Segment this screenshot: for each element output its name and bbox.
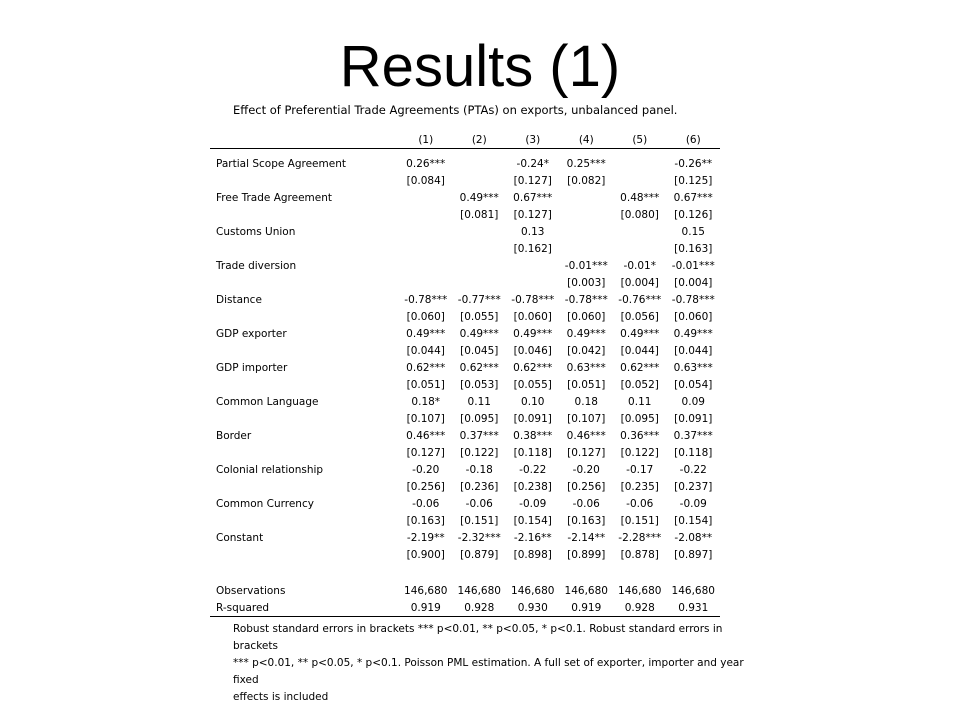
table-cell: -0.20	[412, 463, 440, 476]
table-cell: [0.044]	[406, 344, 445, 357]
table-notes	[233, 621, 763, 706]
table-cell: 146,680	[511, 584, 555, 597]
row-label: GDP importer	[216, 361, 288, 374]
note-line: effects is included	[233, 691, 329, 703]
table-cell: [0.004]	[674, 276, 713, 289]
table-row	[210, 274, 720, 291]
table-cell: 0.37***	[673, 429, 713, 442]
table-cell: [0.053]	[460, 378, 499, 391]
table-cell: 0.49***	[406, 327, 446, 340]
row-label: Distance	[216, 293, 262, 306]
table-cell: [0.042]	[567, 344, 606, 357]
table-cell: 0.15	[681, 225, 705, 238]
table-cell: [0.095]	[620, 412, 659, 425]
row-label: Constant	[216, 531, 264, 544]
table-cell: [0.127]	[567, 446, 606, 459]
table-cell: 0.919	[410, 601, 441, 614]
table-cell: -0.17	[626, 463, 654, 476]
slide-title: Results (1)	[339, 34, 621, 99]
table-cell: [0.238]	[513, 480, 552, 493]
table-cell: [0.122]	[620, 446, 659, 459]
table-row	[210, 495, 720, 512]
row-label: Partial Scope Agreement	[216, 157, 346, 170]
table-row	[210, 189, 720, 206]
column-header: (6)	[685, 133, 701, 146]
table-summary	[210, 582, 720, 617]
table-cell: -0.06	[626, 497, 654, 510]
note-line: *** p<0.01, ** p<0.05, * p<0.1. Poisson PML estimation. A full set of exporter, importer and year fixed	[233, 657, 744, 686]
table-cell: -0.24*	[516, 157, 549, 170]
table-row	[210, 223, 720, 240]
table-cell: [0.060]	[567, 310, 606, 323]
column-header: (4)	[578, 133, 594, 146]
table-cell: [0.060]	[513, 310, 552, 323]
table-cell: [0.163]	[674, 242, 713, 255]
table-cell: [0.122]	[460, 446, 499, 459]
table-cell: [0.004]	[620, 276, 659, 289]
table-cell: [0.236]	[460, 480, 499, 493]
table-cell: -0.01***	[671, 259, 715, 272]
table-cell: [0.235]	[620, 480, 659, 493]
table-cell: 0.62***	[513, 361, 553, 374]
table-cell: -2.32***	[457, 531, 501, 544]
table-row	[210, 529, 720, 546]
table-row	[210, 478, 720, 495]
table-cell: 0.11	[467, 395, 491, 408]
table-row	[210, 512, 720, 529]
table-cell: -0.78***	[404, 293, 448, 306]
table-cell: [0.091]	[674, 412, 713, 425]
table-cell: 0.930	[517, 601, 548, 614]
table-cell: [0.080]	[620, 208, 659, 221]
table-cell: 0.38***	[513, 429, 553, 442]
table-cell: -0.01***	[564, 259, 608, 272]
table-cell: [0.082]	[567, 174, 606, 187]
note-line: Robust standard errors in brackets *** p<0.01, ** p<0.05, * p<0.1. Robust standard errors in brackets	[233, 623, 723, 652]
column-header: (3)	[525, 133, 541, 146]
table-cell: [0.900]	[406, 548, 445, 561]
table-cell: 0.37***	[459, 429, 499, 442]
table-cell: -0.18	[465, 463, 493, 476]
table-cell: [0.044]	[674, 344, 713, 357]
table-cell: 0.67***	[513, 191, 553, 204]
table-row	[210, 599, 720, 616]
table-cell: 0.928	[464, 601, 495, 614]
table-cell: -0.09	[679, 497, 707, 510]
table-cell: -0.77***	[457, 293, 501, 306]
table-cell: [0.056]	[620, 310, 659, 323]
row-label: Free Trade Agreement	[216, 191, 333, 204]
table-cell: -0.06	[465, 497, 493, 510]
table-cell: [0.107]	[567, 412, 606, 425]
table-cell: [0.045]	[460, 344, 499, 357]
table-cell: -0.26**	[674, 157, 713, 170]
table-cell: 0.931	[678, 601, 709, 614]
row-label: Observations	[216, 584, 286, 597]
table-cell: [0.107]	[406, 412, 445, 425]
table-cell: 0.67***	[673, 191, 713, 204]
table-cell: 146,680	[457, 584, 501, 597]
table-cell: [0.060]	[406, 310, 445, 323]
table-cell: 0.13	[521, 225, 545, 238]
table-cell: -2.08**	[674, 531, 713, 544]
table-cell: [0.044]	[620, 344, 659, 357]
table-cell: -0.22	[679, 463, 707, 476]
table-cell: 0.49***	[673, 327, 713, 340]
table-cell: [0.127]	[513, 174, 552, 187]
table-cell: -0.06	[572, 497, 600, 510]
table-cell: 146,680	[564, 584, 608, 597]
table-row	[210, 427, 720, 444]
row-label: Common Currency	[216, 497, 314, 510]
table-cell: 0.63***	[566, 361, 606, 374]
table-cell: 0.49***	[459, 327, 499, 340]
table-row	[210, 172, 720, 189]
table-cell: [0.256]	[406, 480, 445, 493]
row-label: Colonial relationship	[216, 463, 324, 476]
table-cell: [0.126]	[674, 208, 713, 221]
table-body	[210, 155, 720, 563]
table-row	[210, 240, 720, 257]
table-row	[210, 308, 720, 325]
table-cell: 0.18	[574, 395, 598, 408]
row-label: R-squared	[216, 601, 270, 614]
spacer-row	[210, 563, 720, 582]
table-row	[210, 376, 720, 393]
table-cell: [0.055]	[513, 378, 552, 391]
table-cell: 0.36***	[620, 429, 660, 442]
table-cell: 0.62***	[459, 361, 499, 374]
table-row	[210, 444, 720, 461]
table-row	[210, 257, 720, 274]
table-cell: [0.127]	[406, 446, 445, 459]
table-cell: -2.14**	[567, 531, 606, 544]
table-cell: [0.163]	[406, 514, 445, 527]
table-cell: [0.118]	[674, 446, 713, 459]
table-row	[210, 546, 720, 563]
row-label: Border	[216, 429, 252, 442]
table-row	[210, 461, 720, 478]
table-cell: [0.151]	[620, 514, 659, 527]
table-cell: 0.26***	[406, 157, 446, 170]
table-cell: [0.878]	[620, 548, 659, 561]
table-cell: [0.060]	[674, 310, 713, 323]
table-cell: [0.151]	[460, 514, 499, 527]
table-cell: [0.256]	[567, 480, 606, 493]
table-cell: 0.11	[628, 395, 652, 408]
column-header: (2)	[471, 133, 487, 146]
table-cell: [0.162]	[513, 242, 552, 255]
table-cell: -0.01*	[623, 259, 656, 272]
table-cell: [0.118]	[513, 446, 552, 459]
table-caption: Effect of Preferential Trade Agreements (PTAs) on exports, unbalanced panel.	[233, 103, 678, 117]
table-cell: -2.28***	[618, 531, 662, 544]
row-label: GDP exporter	[216, 327, 287, 340]
table-cell: 0.49***	[620, 327, 660, 340]
table-cell: 0.46***	[406, 429, 446, 442]
table-cell: [0.237]	[674, 480, 713, 493]
table-cell: [0.879]	[460, 548, 499, 561]
table-row	[210, 582, 720, 599]
table-cell: [0.081]	[460, 208, 499, 221]
table-cell: [0.084]	[406, 174, 445, 187]
table-cell: [0.046]	[513, 344, 552, 357]
table-cell: 0.49***	[566, 327, 606, 340]
table-cell: [0.091]	[513, 412, 552, 425]
regression-table	[210, 131, 720, 617]
table-cell: [0.899]	[567, 548, 606, 561]
table-cell: 0.62***	[620, 361, 660, 374]
table-cell: -2.19**	[406, 531, 445, 544]
row-label: Customs Union	[216, 225, 296, 238]
table-cell: [0.127]	[513, 208, 552, 221]
table-cell: [0.051]	[406, 378, 445, 391]
table-cell: 0.09	[681, 395, 705, 408]
table-cell: [0.055]	[460, 310, 499, 323]
table-cell: 0.49***	[459, 191, 499, 204]
table-cell: [0.003]	[567, 276, 606, 289]
table-row	[210, 206, 720, 223]
table-row	[210, 393, 720, 410]
table-cell: [0.051]	[567, 378, 606, 391]
table-cell: [0.095]	[460, 412, 499, 425]
row-label: Common Language	[216, 395, 319, 408]
table-cell: 146,680	[618, 584, 662, 597]
table-row	[210, 155, 720, 172]
table-row	[210, 410, 720, 427]
table-cell: 0.46***	[566, 429, 606, 442]
table-cell: -0.09	[519, 497, 547, 510]
table-cell: 0.49***	[513, 327, 553, 340]
column-header: (1)	[418, 133, 434, 146]
table-row	[210, 342, 720, 359]
table-cell: [0.163]	[567, 514, 606, 527]
table-cell: 0.25***	[566, 157, 606, 170]
table-cell: -2.16**	[513, 531, 552, 544]
table-cell: 146,680	[404, 584, 448, 597]
table-cell: 0.63***	[673, 361, 713, 374]
column-header: (5)	[632, 133, 648, 146]
table-header-row	[210, 131, 720, 149]
table-row	[210, 359, 720, 376]
table-cell: [0.154]	[674, 514, 713, 527]
table-cell: 0.48***	[620, 191, 660, 204]
table-cell: 0.62***	[406, 361, 446, 374]
table-cell: [0.154]	[513, 514, 552, 527]
row-label: Trade diversion	[216, 259, 297, 272]
table-cell: -0.78***	[511, 293, 555, 306]
table-cell: 0.928	[624, 601, 655, 614]
table-cell: 146,680	[671, 584, 715, 597]
table-cell: 0.10	[521, 395, 545, 408]
table-cell: -0.76***	[618, 293, 662, 306]
table-row	[210, 291, 720, 308]
table-cell: -0.06	[412, 497, 440, 510]
table-cell: 0.18*	[411, 395, 441, 408]
table-cell: 0.919	[571, 601, 602, 614]
table-cell: [0.125]	[674, 174, 713, 187]
table-row	[210, 325, 720, 342]
table-cell: -0.78***	[671, 293, 715, 306]
table-cell: -0.78***	[564, 293, 608, 306]
table-cell: -0.22	[519, 463, 547, 476]
table-cell: -0.20	[572, 463, 600, 476]
table-cell: [0.052]	[620, 378, 659, 391]
table-cell: [0.054]	[674, 378, 713, 391]
table-cell: [0.897]	[674, 548, 713, 561]
table-cell: [0.898]	[513, 548, 552, 561]
